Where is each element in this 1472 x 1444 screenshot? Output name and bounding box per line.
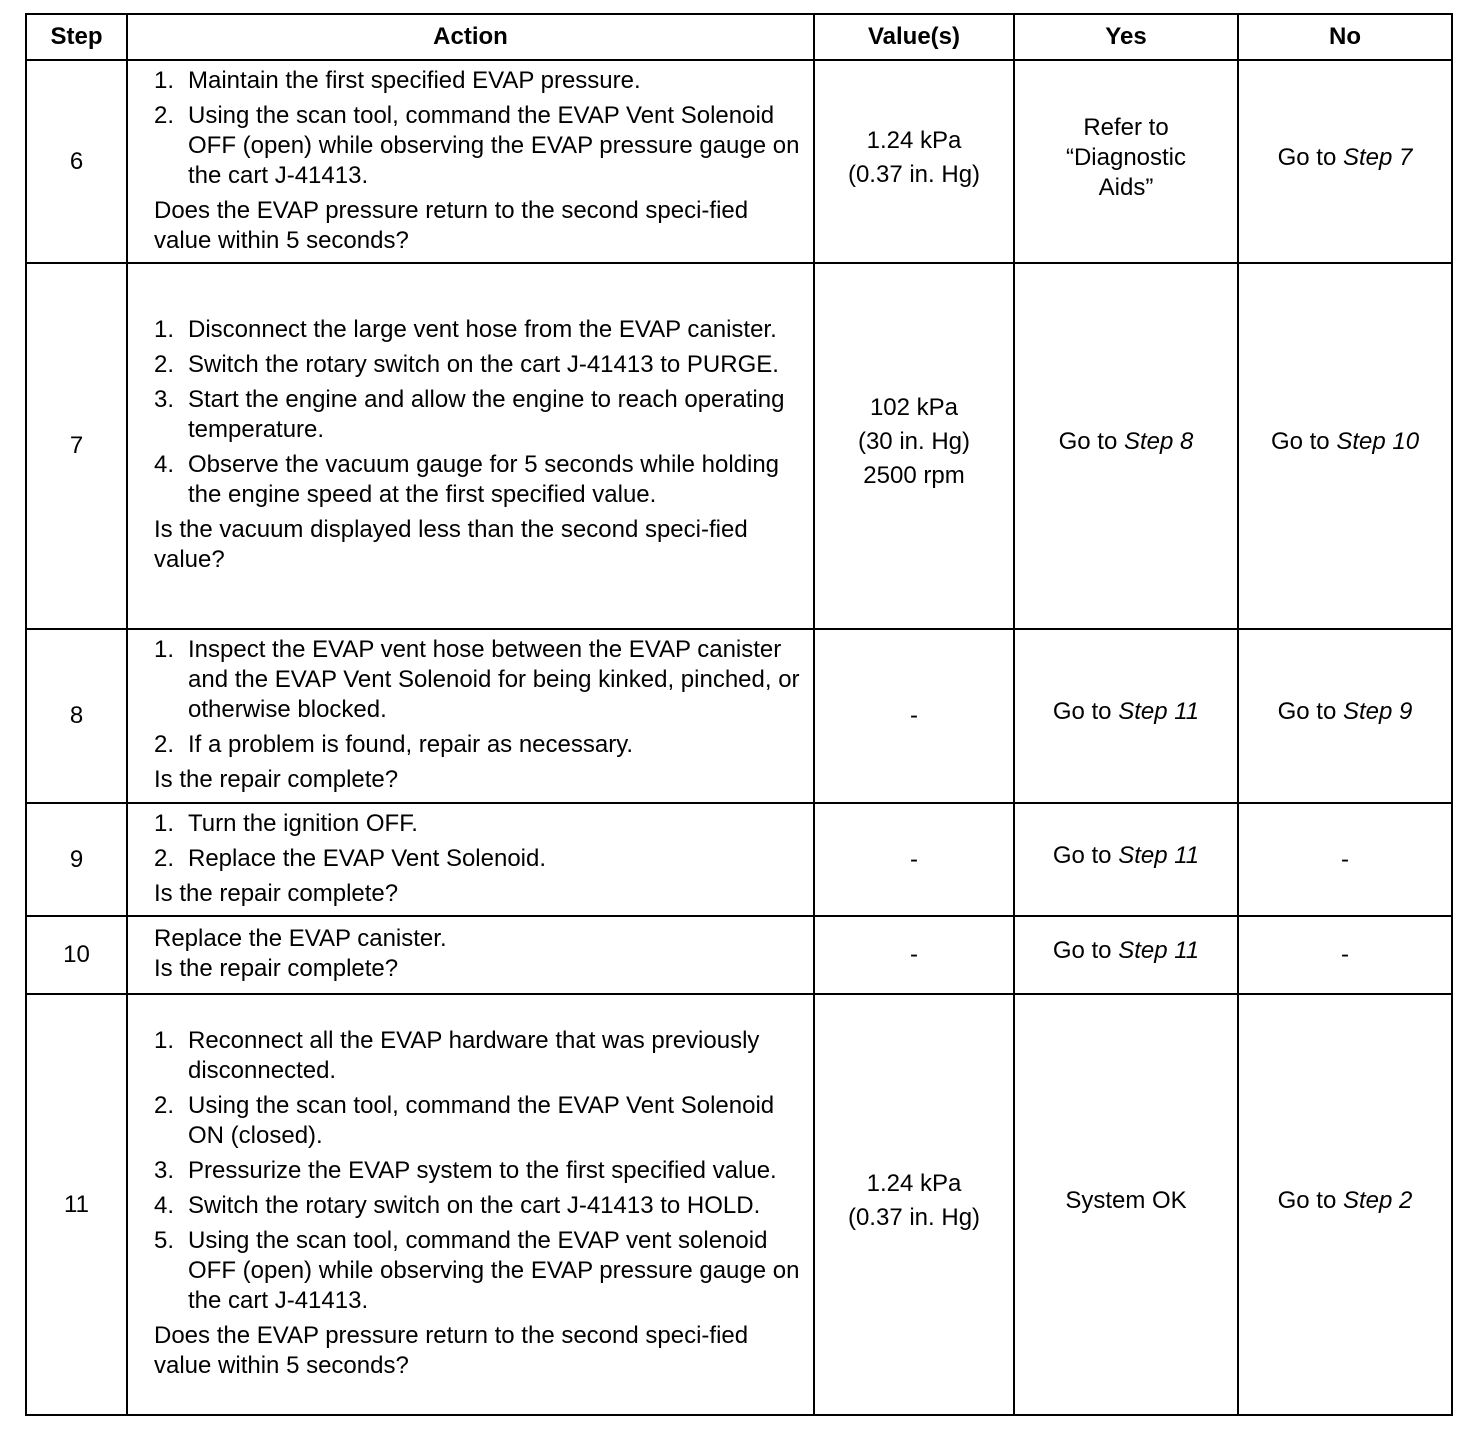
values-cell [814, 60, 1014, 263]
step-number: 10 [26, 916, 127, 994]
yes-cell [1014, 916, 1238, 994]
action-list [154, 66, 803, 191]
action-item-text: Switch the rotary switch on the cart J-41413 to PURGE. [188, 351, 779, 378]
goto-prefix: Go to [1270, 428, 1330, 455]
action-item-text: Start the engine and allow the engine to reach operating temperature. [188, 386, 785, 443]
action-item-text: Pressurize the EVAP system to the first specified value. [188, 1157, 777, 1184]
value-line: (30 in. Hg) [857, 428, 971, 455]
action-item-text: Using the scan tool, command the EVAP Vent Solenoid ON (closed). [188, 1092, 775, 1149]
action-cell [127, 916, 814, 994]
action-item-text: Using the scan tool, command the EVAP Vent Solenoid OFF (open) while observing the EVAP pressure gauge on the cart J-41413. [188, 101, 800, 189]
action-list [154, 315, 803, 510]
goto-step-ref: Step 11 [1118, 841, 1200, 869]
yes-goto-reference [1019, 936, 1233, 966]
table-row [26, 803, 1452, 916]
action-cell [127, 994, 814, 1415]
goto-prefix: Go to [1277, 1186, 1337, 1214]
action-item-number: 2. [154, 1092, 175, 1119]
goto-step-ref: Step 2 [1342, 1186, 1413, 1214]
action-text: Replace the EVAP canister. [154, 925, 447, 952]
yes-cell [1014, 803, 1238, 916]
empty-value-dash: - [910, 702, 918, 729]
action-question: Is the repair complete? [154, 766, 399, 793]
value-line: (0.37 in. Hg) [847, 160, 981, 188]
yes-cell [1014, 263, 1238, 629]
action-item [154, 635, 803, 725]
goto-prefix: Go to [1052, 698, 1112, 725]
action-cell [127, 263, 814, 629]
empty-result-dash: - [1341, 845, 1349, 873]
yes-cell [1014, 994, 1238, 1415]
goto-prefix: Go to [1058, 428, 1118, 455]
goto-step-ref: Step 9 [1342, 698, 1413, 725]
action-item [154, 1191, 803, 1221]
values-cell [814, 994, 1014, 1415]
action-item-text: Observe the vacuum gauge for 5 seconds while holding the engine speed at the first specified value. [188, 451, 780, 508]
action-item-number: 3. [154, 386, 175, 413]
yes-text-line: Aids” [1098, 173, 1154, 201]
goto-step-ref: Step 11 [1118, 937, 1200, 964]
action-item [154, 315, 803, 345]
values-cell [814, 803, 1014, 916]
no-cell [1238, 60, 1452, 263]
action-item-number: 2. [154, 844, 175, 872]
action-item [154, 809, 803, 839]
yes-goto-reference [1019, 427, 1233, 457]
yes-text-line: System OK [1065, 1186, 1187, 1214]
action-item-text: Turn the ignition OFF. [188, 809, 418, 837]
action-item-number: 4. [154, 1192, 175, 1219]
step-number: 9 [26, 803, 127, 916]
action-item [154, 450, 803, 510]
action-item [154, 730, 803, 760]
no-cell [1238, 263, 1452, 629]
action-list [154, 1026, 803, 1316]
goto-prefix: Go to [1052, 937, 1112, 964]
action-item [154, 66, 803, 96]
value-line: 1.24 kPa [866, 1169, 962, 1197]
action-item-number: 1. [154, 636, 175, 663]
header-action: Action [127, 14, 814, 60]
action-cell [127, 60, 814, 263]
action-item-number: 2. [154, 101, 175, 129]
header-values: Value(s) [814, 14, 1014, 60]
action-question: Is the repair complete? [154, 879, 399, 907]
action-item-text: Switch the rotary switch on the cart J-41413 to HOLD. [188, 1192, 761, 1219]
goto-step-ref: Step 10 [1336, 428, 1420, 455]
table-header [26, 14, 1452, 60]
table-row [26, 916, 1452, 994]
header-yes: Yes [1014, 14, 1238, 60]
header-row [26, 14, 1452, 60]
action-item-number: 2. [154, 731, 175, 758]
action-list [154, 635, 803, 760]
action-item-text: Reconnect all the EVAP hardware that was previously disconnected. [188, 1027, 760, 1084]
empty-result-dash: - [1341, 941, 1349, 968]
action-item-number: 5. [154, 1227, 175, 1254]
action-item [154, 844, 803, 874]
empty-value-dash: - [910, 845, 918, 873]
yes-goto-reference [1019, 697, 1233, 727]
goto-prefix: Go to [1052, 841, 1112, 869]
no-goto-reference [1243, 143, 1447, 173]
no-goto-reference [1243, 697, 1447, 727]
action-cell [127, 629, 814, 803]
header-step: Step [26, 14, 127, 60]
yes-cell [1014, 60, 1238, 263]
action-item-text: Maintain the first specified EVAP pressure. [188, 66, 641, 94]
action-item [154, 385, 803, 445]
action-question: Is the repair complete? [154, 955, 399, 982]
table-row [26, 629, 1452, 803]
action-item-number: 4. [154, 451, 175, 478]
goto-step-ref: Step 7 [1342, 143, 1413, 171]
action-question: Does the EVAP pressure return to the second speci-fied value within 5 seconds? [154, 196, 749, 254]
action-item-text: Inspect the EVAP vent hose between the EVAP canister and the EVAP Vent Solenoid for being kinked, pinched, or otherwise blocked. [188, 636, 800, 723]
action-item [154, 1156, 803, 1186]
values-cell [814, 629, 1014, 803]
no-goto-reference [1243, 427, 1447, 457]
goto-prefix: Go to [1277, 698, 1337, 725]
action-list [154, 809, 803, 874]
header-no: No [1238, 14, 1452, 60]
step-number: 8 [26, 629, 127, 803]
diagnostic-table [25, 13, 1453, 1416]
action-item-number: 1. [154, 316, 175, 343]
value-line: (0.37 in. Hg) [847, 1203, 981, 1231]
step-number: 11 [26, 994, 127, 1415]
table-row [26, 994, 1452, 1415]
no-cell [1238, 994, 1452, 1415]
goto-prefix: Go to [1277, 143, 1337, 171]
yes-goto-reference [1019, 841, 1233, 871]
values-cell [814, 916, 1014, 994]
action-item-text: Replace the EVAP Vent Solenoid. [188, 844, 547, 872]
step-number: 7 [26, 263, 127, 629]
action-item-text: Using the scan tool, command the EVAP vent solenoid OFF (open) while observing the EVAP pressure gauge on the cart J-41413. [188, 1227, 800, 1314]
action-item [154, 350, 803, 380]
yes-text-line: “Diagnostic [1065, 143, 1187, 171]
yes-text-line: Refer to [1083, 113, 1169, 141]
action-item [154, 101, 803, 191]
action-item-number: 1. [154, 809, 175, 837]
action-cell [127, 803, 814, 916]
no-cell [1238, 803, 1452, 916]
values-cell [814, 263, 1014, 629]
table-row [26, 263, 1452, 629]
no-cell [1238, 629, 1452, 803]
action-item [154, 1091, 803, 1151]
action-question: Does the EVAP pressure return to the second speci-fied value within 5 seconds? [154, 1322, 749, 1379]
action-item-number: 2. [154, 351, 175, 378]
table-row [26, 60, 1452, 263]
yes-cell [1014, 629, 1238, 803]
no-goto-reference [1243, 1186, 1447, 1216]
step-number: 6 [26, 60, 127, 263]
goto-step-ref: Step 8 [1123, 428, 1194, 455]
table-body [26, 60, 1452, 1415]
value-line: 2500 rpm [863, 462, 965, 489]
action-question: Is the vacuum displayed less than the second speci-fied value? [154, 516, 748, 573]
goto-step-ref: Step 11 [1118, 698, 1200, 725]
action-item-number: 1. [154, 66, 175, 94]
value-line: 102 kPa [869, 394, 959, 421]
action-item-text: Disconnect the large vent hose from the EVAP canister. [188, 316, 777, 343]
action-item-number: 1. [154, 1027, 175, 1054]
action-item [154, 1226, 803, 1316]
value-line: 1.24 kPa [866, 126, 962, 154]
empty-value-dash: - [910, 941, 918, 968]
action-item-number: 3. [154, 1157, 175, 1184]
action-item-text: If a problem is found, repair as necessary. [188, 731, 634, 758]
action-item [154, 1026, 803, 1086]
no-cell [1238, 916, 1452, 994]
